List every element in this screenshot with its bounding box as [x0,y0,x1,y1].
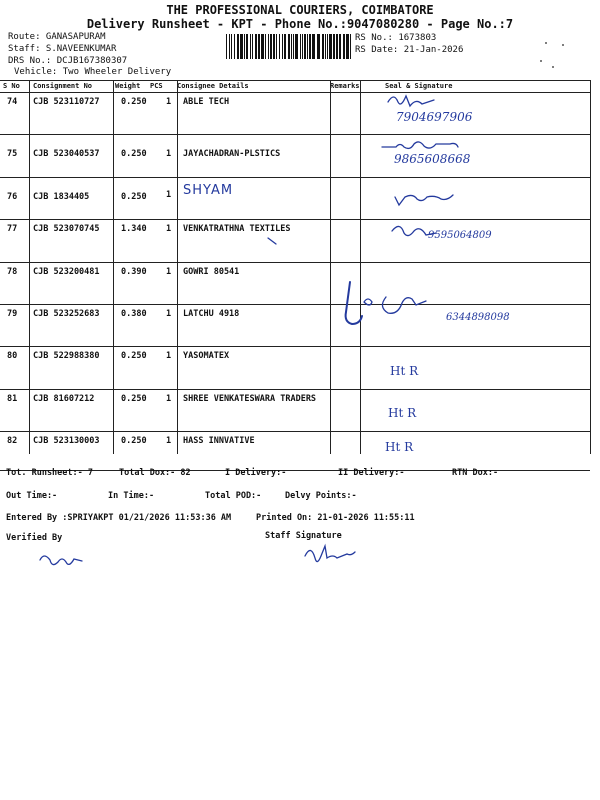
row-pcs: 1 [166,149,172,160]
rs-number: RS No.: 1673803 [355,33,437,43]
handwritten-mark: Ht R [385,440,414,454]
row-consignment: CJB 523070745 [33,224,100,235]
row-consignee: YASOMATEX [183,351,230,362]
delvy-points: Delvy Points:- [285,491,357,501]
handwritten-name: SHYAM [183,183,234,198]
col-sno: S No [3,82,20,90]
row-consignee: ABLE TECH [183,97,230,107]
row-pcs: 1 [166,308,172,319]
row-pcs: 1 [166,393,172,404]
row-consignment: CJB 523130003 [33,436,100,447]
row-pcs: 1 [166,351,172,362]
row-sno: 75 [7,149,18,160]
i-delivery: I Delivery:- [225,468,287,478]
company-title: THE PROFESSIONAL COURIERS, COIMBATORE [166,3,434,17]
row-pcs: 1 [166,189,172,200]
row-consignment: CJB 523110727 [33,97,100,107]
handwritten-phone: 7904697906 [396,110,473,124]
rs-date: RS Date: 21-Jan-2026 [355,45,464,55]
col-consignment: Consignment No [33,82,93,90]
handwritten-phone: 6344898098 [446,312,510,323]
out-time: Out Time:- [6,491,58,501]
ii-delivery: II Delivery:- [338,468,405,478]
row-consignment: CJB 523200481 [33,266,100,277]
row-consignee: HASS INNVATIVE [183,436,255,447]
verified-by: Verified By [6,533,63,543]
route-label: Route: GANASAPURAM [8,32,106,42]
col-consignee: Consignee Details [177,82,249,90]
row-consignment: CJB 522988380 [33,351,100,362]
rtn-dox: RTN Dox:- [452,468,499,478]
col-remarks: Remarks [330,82,360,90]
entered-by: Entered By :SPRIYAKPT 01/21/2026 11:53:36 AM [6,513,232,523]
row-weight: 0.250 [121,191,147,202]
row-pcs: 1 [166,224,172,235]
col-pcs: PCS [150,82,163,90]
row-pcs: 1 [166,436,172,447]
row-consignment: CJB 81607212 [33,393,95,404]
row-sno: 77 [7,224,18,235]
row-consignee: SHREE VENKATESWARA TRADERS [183,393,317,404]
handwritten-mark: Ht R [388,406,417,420]
row-consignment: CJB 523252683 [33,308,100,319]
row-sno: 82 [7,436,18,447]
row-weight: 0.250 [121,97,147,107]
handwritten-mark: Ht R [390,364,419,378]
row-consignee: GOWRI 80541 [183,266,240,277]
col-signature: Seal & Signature [385,82,453,90]
row-consignment: CJB 523040537 [33,149,100,160]
row-sno: 79 [7,308,18,319]
handwritten-phone: 9865608668 [394,152,471,166]
row-weight: 0.250 [121,393,147,404]
row-sno: 81 [7,393,18,404]
row-weight: 0.380 [121,308,147,319]
row-pcs: 1 [166,97,172,107]
drs-number: DRS No.: DCJB167380307 [8,56,128,66]
in-time: In Time:- [108,491,155,501]
row-sno: 74 [7,97,18,107]
staff-signature: Staff Signature [265,531,342,541]
total-pod: Total POD:- [205,491,262,501]
row-weight: 0.250 [121,436,147,447]
handwritten-phone: 9595064809 [428,230,492,241]
row-sno: 80 [7,351,18,362]
runsheet-title: Delivery Runsheet - KPT - Phone No.:9047080280 - Page No.:7 [86,17,514,31]
row-consignee: LATCHU 4918 [183,308,240,319]
row-pcs: 1 [166,266,172,277]
row-consignee: JAYACHADRAN-PLSTICS [183,149,281,160]
row-consignment: CJB 1834405 [33,191,90,202]
row-consignee: VENKATRATHNA TEXTILES [183,224,291,235]
vehicle-label: Vehicle: Two Wheeler Delivery [14,67,172,77]
row-sno: 78 [7,266,18,277]
printed-on: Printed On: 21-01-2026 11:55:11 [256,513,415,523]
row-sno: 76 [7,191,18,202]
row-weight: 0.250 [121,351,147,362]
staff-label: Staff: S.NAVEENKUMAR [8,44,117,54]
total-dox: Total Dox:- 82 [119,468,191,478]
col-weight: Weight [115,82,141,90]
row-weight: 0.390 [121,266,147,277]
row-weight: 0.250 [121,149,147,160]
row-weight: 1.340 [121,224,147,235]
tot-runsheet: Tot. Runsheet:- 7 [6,468,93,478]
